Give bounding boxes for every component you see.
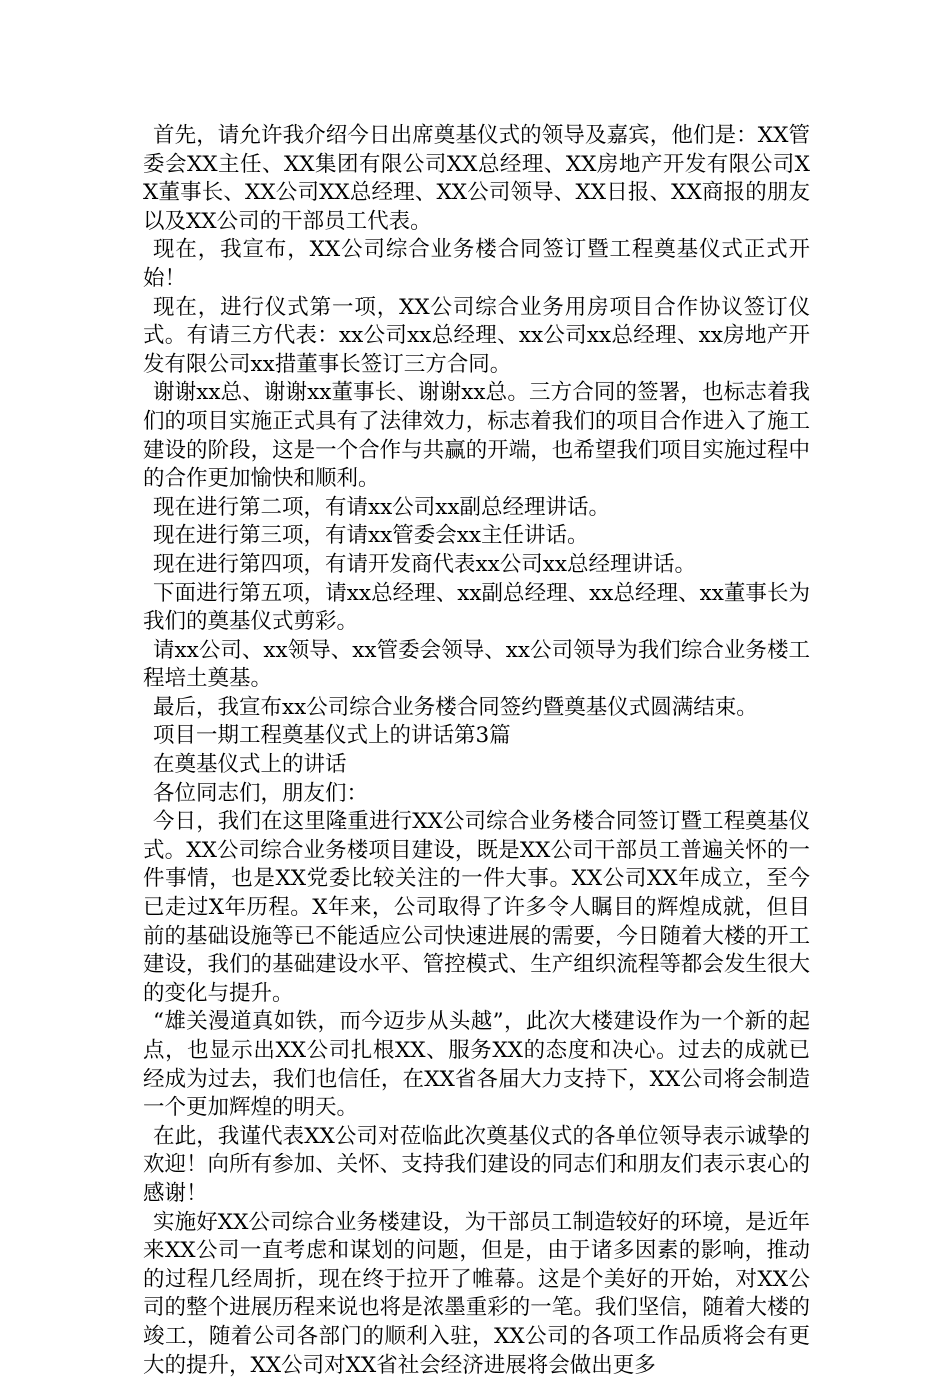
paragraph-item-five-ribbon: 下面进行第五项，请xx总经理、xx副总经理、xx总经理、xx董事长为我们的奠基仪式剪彩。 [143, 580, 810, 635]
paragraph-ceremony-start: 现在，我宣布，XX公司综合业务楼合同签订暨工程奠基仪式正式开始！ [143, 237, 810, 291]
section-heading-part-3: 项目一期工程奠基仪式上的讲话第3篇 [153, 723, 511, 749]
paragraph-item-one-signing: 现在，进行仪式第一项，XX公司综合业务用房项目合作协议签订仪式。有请三方代表：xx公司xx总经理、xx公司xx总经理、xx房地产开发有限公司xx措董事长签订三方合同。 [143, 294, 810, 377]
speech-title: 在奠基仪式上的讲话 [153, 752, 347, 778]
paragraph-item-three: 现在进行第三项，有请xx管委会xx主任讲话。 [153, 523, 589, 549]
paragraph-introduction-guests: 首先，请允许我介绍今日出席奠基仪式的领导及嘉宾，他们是：XX管委会XX主任、XX集团有限公司XX总经理、XX房地产开发有限公司XX董事长、XX公司XX总经理、XX公司领导、XX日报、XX商报的朋友以及XX公司的干部员工代表。 [143, 123, 810, 234]
paragraph-speech-today: 今日，我们在这里隆重进行XX公司综合业务楼合同签订暨工程奠基仪式。XX公司综合业务楼项目建设，既是XX公司干部员工普遍关怀的一件事情，也是XX党委比较关注的一件大事。XX公司XX年成立，至今已走过X年历程。X年来，公司取得了许多令人瞩目的辉煌成就，但目前的基础设施等已不能适应公司快速进展的需要，今日随着大楼的开工建设，我们的基础建设水平、管控模式、生产组织流程等都会发生很大的变化与提升。 [143, 809, 810, 1006]
paragraph-item-two: 现在进行第二项，有请xx公司xx副总经理讲话。 [153, 494, 611, 520]
paragraph-speech-poem: “雄关漫道真如铁，而今迈步从头越”，此次大楼建设作为一个新的起点，也显示出XX公司扎根XX、服务XX的态度和决心。过去的成就已经成为过去，我们也信任，在XX省各届大力支持下，XX公司将会制造一个更加辉煌的明天。 [143, 1009, 810, 1121]
paragraph-ceremony-end: 最后，我宣布xx公司综合业务楼合同签约暨奠基仪式圆满结束。 [153, 694, 758, 720]
paragraph-groundbreaking-soil: 请xx公司、xx领导、xx管委会领导、xx公司领导为我们综合业务楼工程培土奠基。 [143, 637, 810, 692]
paragraph-speech-welcome: 在此，我谨代表XX公司对莅临此次奠基仪式的各单位领导表示诚挚的欢迎！向所有参加、关怀、支持我们建设的同志们和朋友们表示衷心的感谢！ [143, 1123, 810, 1206]
paragraph-thanks-signing: 谢谢xx总、谢谢xx董事长、谢谢xx总。三方合同的签署，也标志着我们的项目实施正式具有了法律效力，标志着我们的项目合作进入了施工建设的阶段，这是一个合作与共赢的开端，也希望我们项目实施过程中的合作更加愉快和顺利。 [143, 380, 810, 492]
paragraph-speech-implementation: 实施好XX公司综合业务楼建设，为干部员工制造较好的环境，是近年来XX公司一直考虑和谋划的问题，但是，由于诸多因素的影响，推动的过程几经周折，现在终于拉开了帷幕。这是个美好的开始，对XX公司的整个进展历程来说也将是浓墨重彩的一笔。我们坚信，随着大楼的竣工，随着公司各部门的顺利入驻，XX公司的各项工作品质将会有更大的提升，XX公司对XX省社会经济进展将会做出更多 [143, 1209, 810, 1378]
paragraph-item-four: 现在进行第四项，有请开发商代表xx公司xx总经理讲话。 [153, 551, 697, 577]
speech-salutation: 各位同志们，朋友们： [153, 780, 369, 806]
document-page [143, 122, 810, 1380]
